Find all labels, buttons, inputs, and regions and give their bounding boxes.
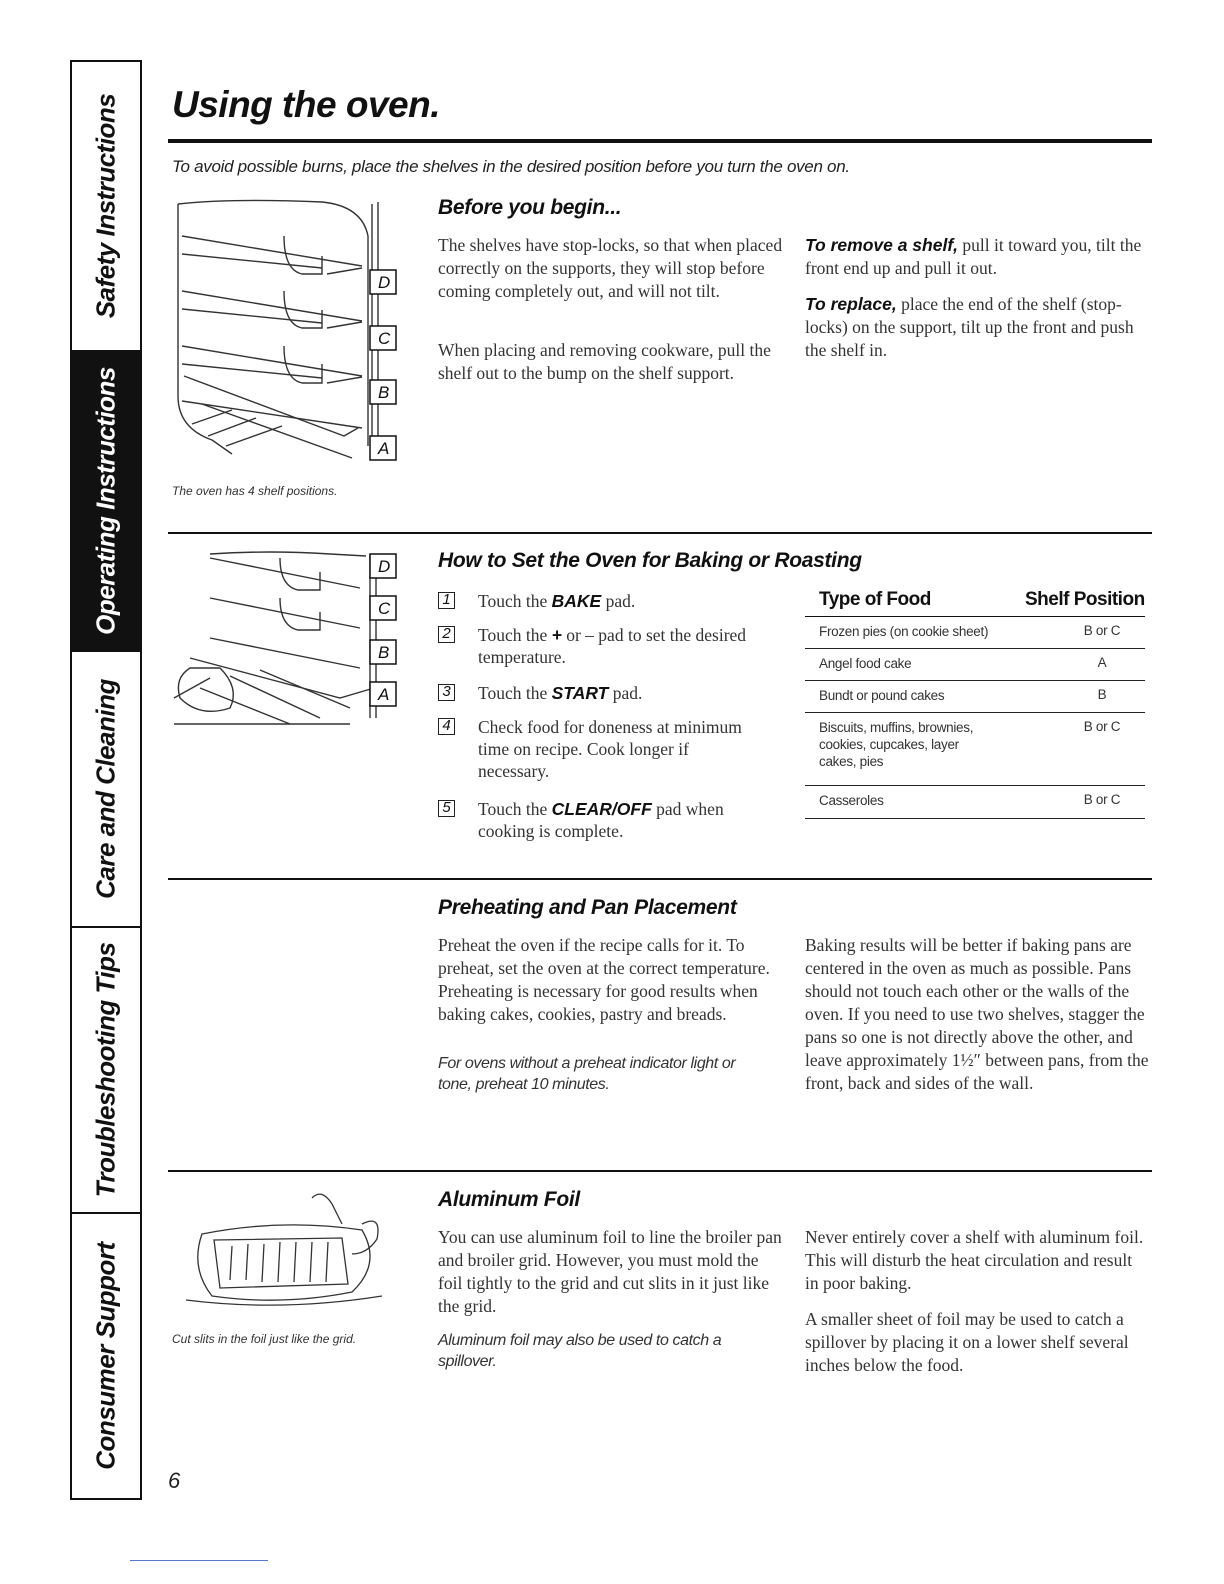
step-text-pre: Touch the [478,799,552,819]
shelf-letter: B [378,643,390,662]
step-text-post: pad. [608,683,643,703]
shelf-letter: C [378,599,391,618]
table-row [805,713,1145,786]
food-cell: Casseroles [819,793,884,808]
position-cell: B [1097,687,1107,702]
section-heading-preheating: Preheating and Pan Placement [438,896,737,919]
food-cell: Biscuits, muffins, brownies, cookies, cupcakes, layer cakes, pies [819,720,974,769]
shelf-position-table [805,586,1145,819]
foil-paragraph-2: Never entirely cover a shelf with aluminum foil. This will disturb the heat circulation and result in poor baking. [805,1227,1144,1293]
position-cell: B or C [1083,623,1121,638]
tab-operating-instructions[interactable] [72,352,140,652]
step-1 [438,590,778,614]
preheat-paragraph: Preheat the oven if the recipe calls for it. To preheat, set the oven at the correct temperature. Preheating is necessary for good results when baking cakes, cookies, pastry and breads. [438,935,770,1024]
pad-name: CLEAR/OFF [551,799,652,819]
replace-shelf-paragraph [805,293,1145,362]
page-number: 6 [168,1468,181,1493]
section-divider [168,878,1152,880]
shelf-letter: A [378,685,390,704]
position-cell: B or C [1083,792,1121,807]
step-4 [438,716,778,784]
tab-consumer-support[interactable] [72,1214,140,1498]
tab-label: Safety Instructions [90,93,121,319]
before-begin-paragraph-2: When placing and removing cookware, pull the shelf out to the bump on the shelf support. [438,340,771,383]
table-header [805,586,1145,617]
sidebar-tabs [70,60,142,1500]
replace-shelf-text: place the end of the shelf (stop-locks) on the support, tilt up the front and push the shelf in. [805,294,1134,360]
foil-note: Aluminum foil may also be used to catch a spillover. [438,1332,722,1370]
shelf-letter: D [378,273,391,292]
tab-troubleshooting-tips[interactable] [72,928,140,1214]
column-header-food: Type of Food [819,589,931,610]
step-number: 2 [438,626,455,643]
shelf-letter: A [378,439,390,458]
before-begin-paragraph-1: The shelves have stop-locks, so that when placed correctly on the supports, they will stop before coming completely out, and will not tilt. [438,235,783,301]
step-text [478,798,763,842]
step-text-pre: Touch the [478,591,552,611]
shelf-letter: B [378,383,390,402]
pad-name: START [551,683,609,703]
table-row [805,617,1145,649]
step-text-post: pad when cooking is complete. [478,799,724,841]
section-heading-before-begin: Before you begin... [438,196,622,219]
food-cell: Frozen pies (on cookie sheet) [819,624,989,639]
step-text: Check food for doneness at minimum time on recipe. Cook longer if necessary. [478,717,742,781]
step-5 [438,798,778,844]
step-number: 4 [438,718,455,735]
section-heading-foil: Aluminum Foil [438,1188,580,1211]
shelf-letter: D [378,557,391,576]
step-text-post: or – pad to set the desired temperature. [478,625,747,667]
tab-label: Consumer Support [90,1242,121,1470]
section-heading-baking: How to Set the Oven for Baking or Roasting [438,549,862,572]
foil-paragraph-1: You can use aluminum foil to line the broiler pan and broiler grid. However, you must mold the foil tightly to the grid and cut slits in it just like the grid. [438,1227,782,1316]
oven-bake-illustration [170,548,404,728]
table-row [805,649,1145,681]
step-text [478,682,778,704]
step-number: 1 [438,592,455,609]
tab-label: Operating Instructions [90,367,121,635]
page-title: Using the oven. [172,84,440,125]
shelf-letter: C [378,329,391,348]
tab-label: Care and Cleaning [90,679,121,899]
title-rule [168,139,1152,143]
tab-label: Troubleshooting Tips [90,942,121,1198]
broiler-pan-foil-illustration [172,1184,408,1314]
step-3 [438,682,778,706]
section-divider [168,1170,1152,1172]
step-2 [438,624,778,670]
position-cell: A [1097,655,1107,670]
remove-shelf-paragraph [805,234,1145,280]
step-text-post: pad. [601,591,636,611]
step-number: 5 [438,800,455,817]
step-text [478,590,778,612]
position-cell: B or C [1083,719,1121,734]
remove-shelf-text: pull it toward you, tilt the front end up and pull it out. [805,235,1142,278]
pan-placement-paragraph: Baking results will be better if baking pans are centered in the oven as much as possible. Pans should not touch each other or the walls of the oven. If you need to use two shelves, stagger the pans so one is not directly above the other, and leave approximately 1½″ between pans, from the front, back and sides of the wall. [805,935,1149,1093]
pad-name: BAKE [551,591,602,611]
footer-line [130,1560,268,1561]
foil-paragraph-3: A smaller sheet of foil may be used to catch a spillover by placing it on a lower shelf several inches below the food. [805,1309,1129,1375]
tab-safety-instructions[interactable] [72,62,140,352]
step-text-pre: Touch the [478,625,552,645]
step-number: 3 [438,684,455,701]
intro-text: To avoid possible burns, place the shelves in the desired position before you turn the oven on. [172,157,850,176]
table-row [805,681,1145,713]
section-divider [168,532,1152,534]
column-header-position: Shelf Position [1025,589,1145,610]
tab-care-and-cleaning[interactable] [72,652,140,928]
oven-shelves-illustration [172,196,404,471]
replace-shelf-lead: To replace, [805,294,897,314]
table-row [805,786,1145,819]
food-cell: Bundt or pound cakes [819,688,945,703]
foil-caption: Cut slits in the foil just like the grid. [172,1332,357,1346]
preheat-note: For ovens without a preheat indicator light or tone, preheat 10 minutes. [438,1055,736,1093]
step-text-pre: Touch the [478,683,552,703]
remove-shelf-lead: To remove a shelf, [805,235,959,255]
food-cell: Angel food cake [819,656,912,671]
step-text [478,624,778,668]
pad-name: + [551,625,562,645]
shelf-caption: The oven has 4 shelf positions. [172,484,338,498]
